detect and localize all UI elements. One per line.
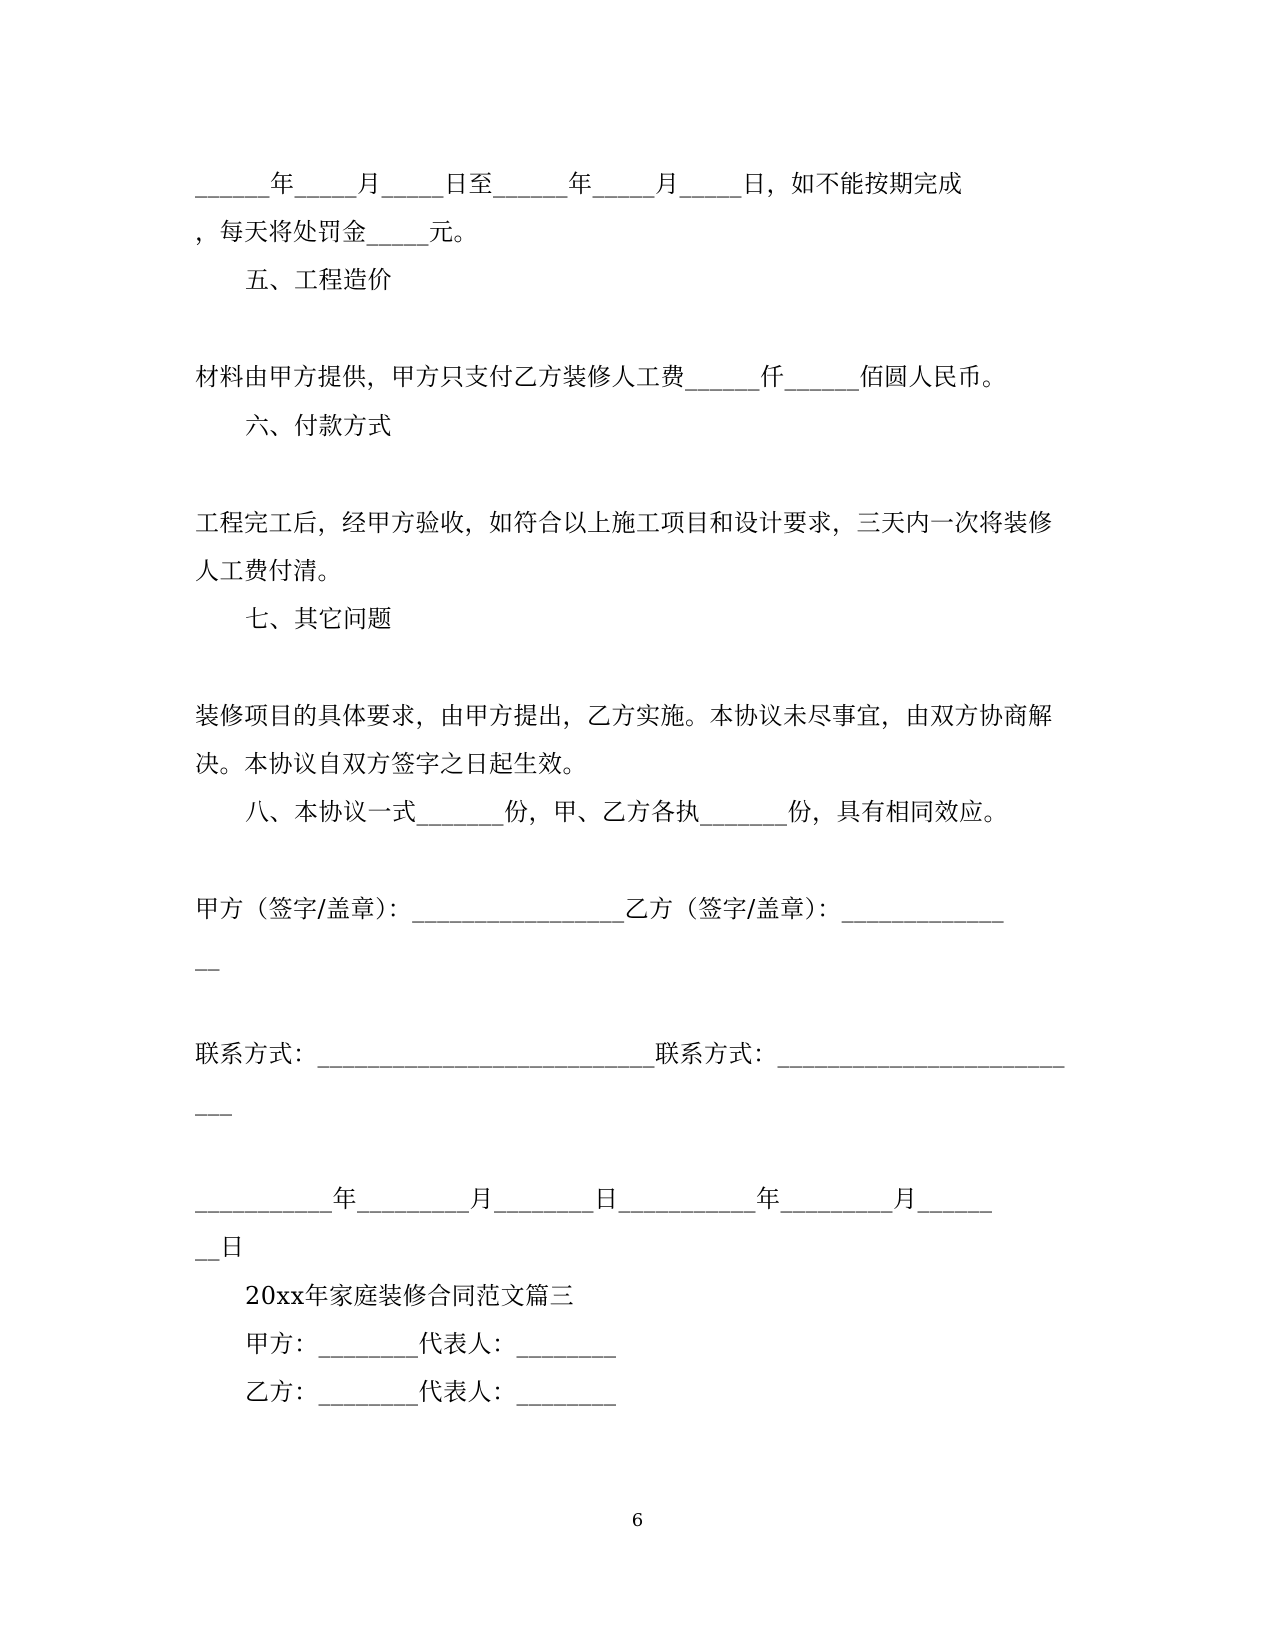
date-line: ___________年_________月________日___________年_________月______	[195, 1185, 993, 1213]
section-heading-payment: 六、付款方式	[245, 412, 392, 440]
section-heading-copies: 八、本协议一式_______份，甲、乙方各执_______份，具有相同效应。	[245, 798, 1008, 826]
section-heading-other: 七、其它问题	[245, 605, 392, 633]
party-a-line: 甲方：________代表人：________	[245, 1330, 617, 1358]
page-number: 6	[631, 1510, 644, 1531]
text-line-payment-2: 人工费付清。	[195, 557, 342, 585]
text-line-payment-1: 工程完工后，经甲方验收，如符合以上施工项目和设计要求，三天内一次将装修	[195, 509, 1053, 537]
signature-line-cont: __	[195, 943, 220, 971]
contact-line-cont: ___	[195, 1088, 233, 1116]
text-line-other-2: 决。本协议自双方签字之日起生效。	[195, 750, 587, 778]
signature-line: 甲方（签字/盖章）：_________________乙方（签字/盖章）：_____________	[195, 895, 1005, 923]
text-line-other-1: 装修项目的具体要求，由甲方提出，乙方实施。本协议未尽事宜，由双方协商解	[195, 702, 1053, 730]
text-line-cost: 材料由甲方提供，甲方只支付乙方装修人工费______仟______佰圆人民币。	[195, 363, 1007, 391]
text-line-deadline: ______年_____月_____日至______年_____月_____日，如不能按期完成	[195, 170, 963, 198]
party-b-line: 乙方：________代表人：________	[245, 1378, 617, 1406]
article-title: 20xx年家庭装修合同范文篇三	[245, 1282, 575, 1310]
date-line-cont: __日	[195, 1233, 245, 1261]
contact-line: 联系方式：___________________________联系方式：_______________________	[195, 1040, 1065, 1068]
section-heading-cost: 五、工程造价	[245, 266, 392, 294]
text-line-penalty: ，每天将处罚金_____元。	[195, 218, 478, 246]
